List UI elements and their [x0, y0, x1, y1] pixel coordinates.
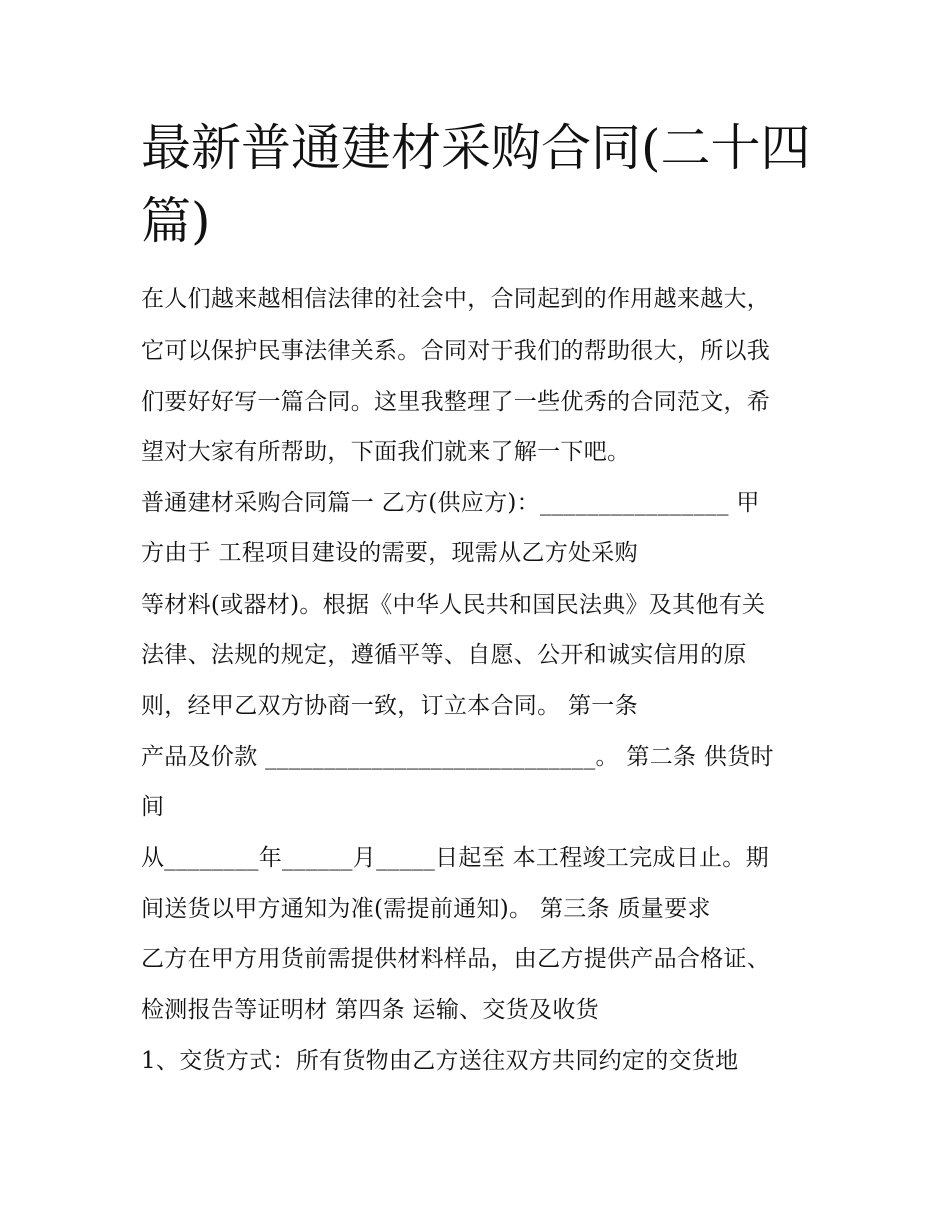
paragraph-line: 们要好好写一篇合同。这里我整理了一些优秀的合同范文，希 [141, 389, 771, 415]
paragraph-line: 产品及价款 ____________________________。 第二条 供货时 [141, 744, 774, 770]
paragraph-line: 普通建材采购合同篇一 乙方(供应方)：________________ 甲 [141, 490, 760, 516]
paragraph-line: 从________年______月_____日起至 本工程竣工完成日止。期 [141, 845, 769, 871]
paragraph-line: 间送货以甲方通知为准(需提前通知)。 第三条 质量要求 [141, 896, 711, 922]
paragraph-line: 法律、法规的规定，遵循平等、自愿、公开和诚实信用的原 [141, 642, 747, 668]
paragraph-line: 乙方在甲方用货前需提供材料样品，由乙方提供产品合格证、 [141, 946, 771, 972]
paragraph-line: 等材料(或器材)。根据《中华人民共和国民法典》及其他有关 [141, 592, 766, 618]
document-title [141, 112, 821, 258]
paragraph-line: 望对大家有所帮助，下面我们就来了解一下吧。 [141, 439, 631, 465]
paragraph-line: 方由于 工程项目建设的需要，现需从乙方处采购 [141, 540, 638, 566]
paragraph-line: 则，经甲乙双方协商一致，订立本合同。 第一条 [141, 693, 638, 719]
paragraph-line: 间 [141, 794, 165, 820]
title-line: 篇) [141, 192, 211, 250]
paragraph-line: 检测报告等证明材 第四条 运输、交货及收货 [141, 997, 599, 1023]
paragraph-line: 它可以保护民事法律关系。合同对于我们的帮助很大，所以我 [141, 338, 771, 364]
paragraph-line: 1、交货方式：所有货物由乙方送往双方共同约定的交货地 [141, 1048, 739, 1074]
title-line: 最新普通建材采购合同(二十四 [141, 119, 811, 177]
paragraph-line: 在人们越来越相信法律的社会中，合同起到的作用越来越大， [141, 286, 771, 312]
